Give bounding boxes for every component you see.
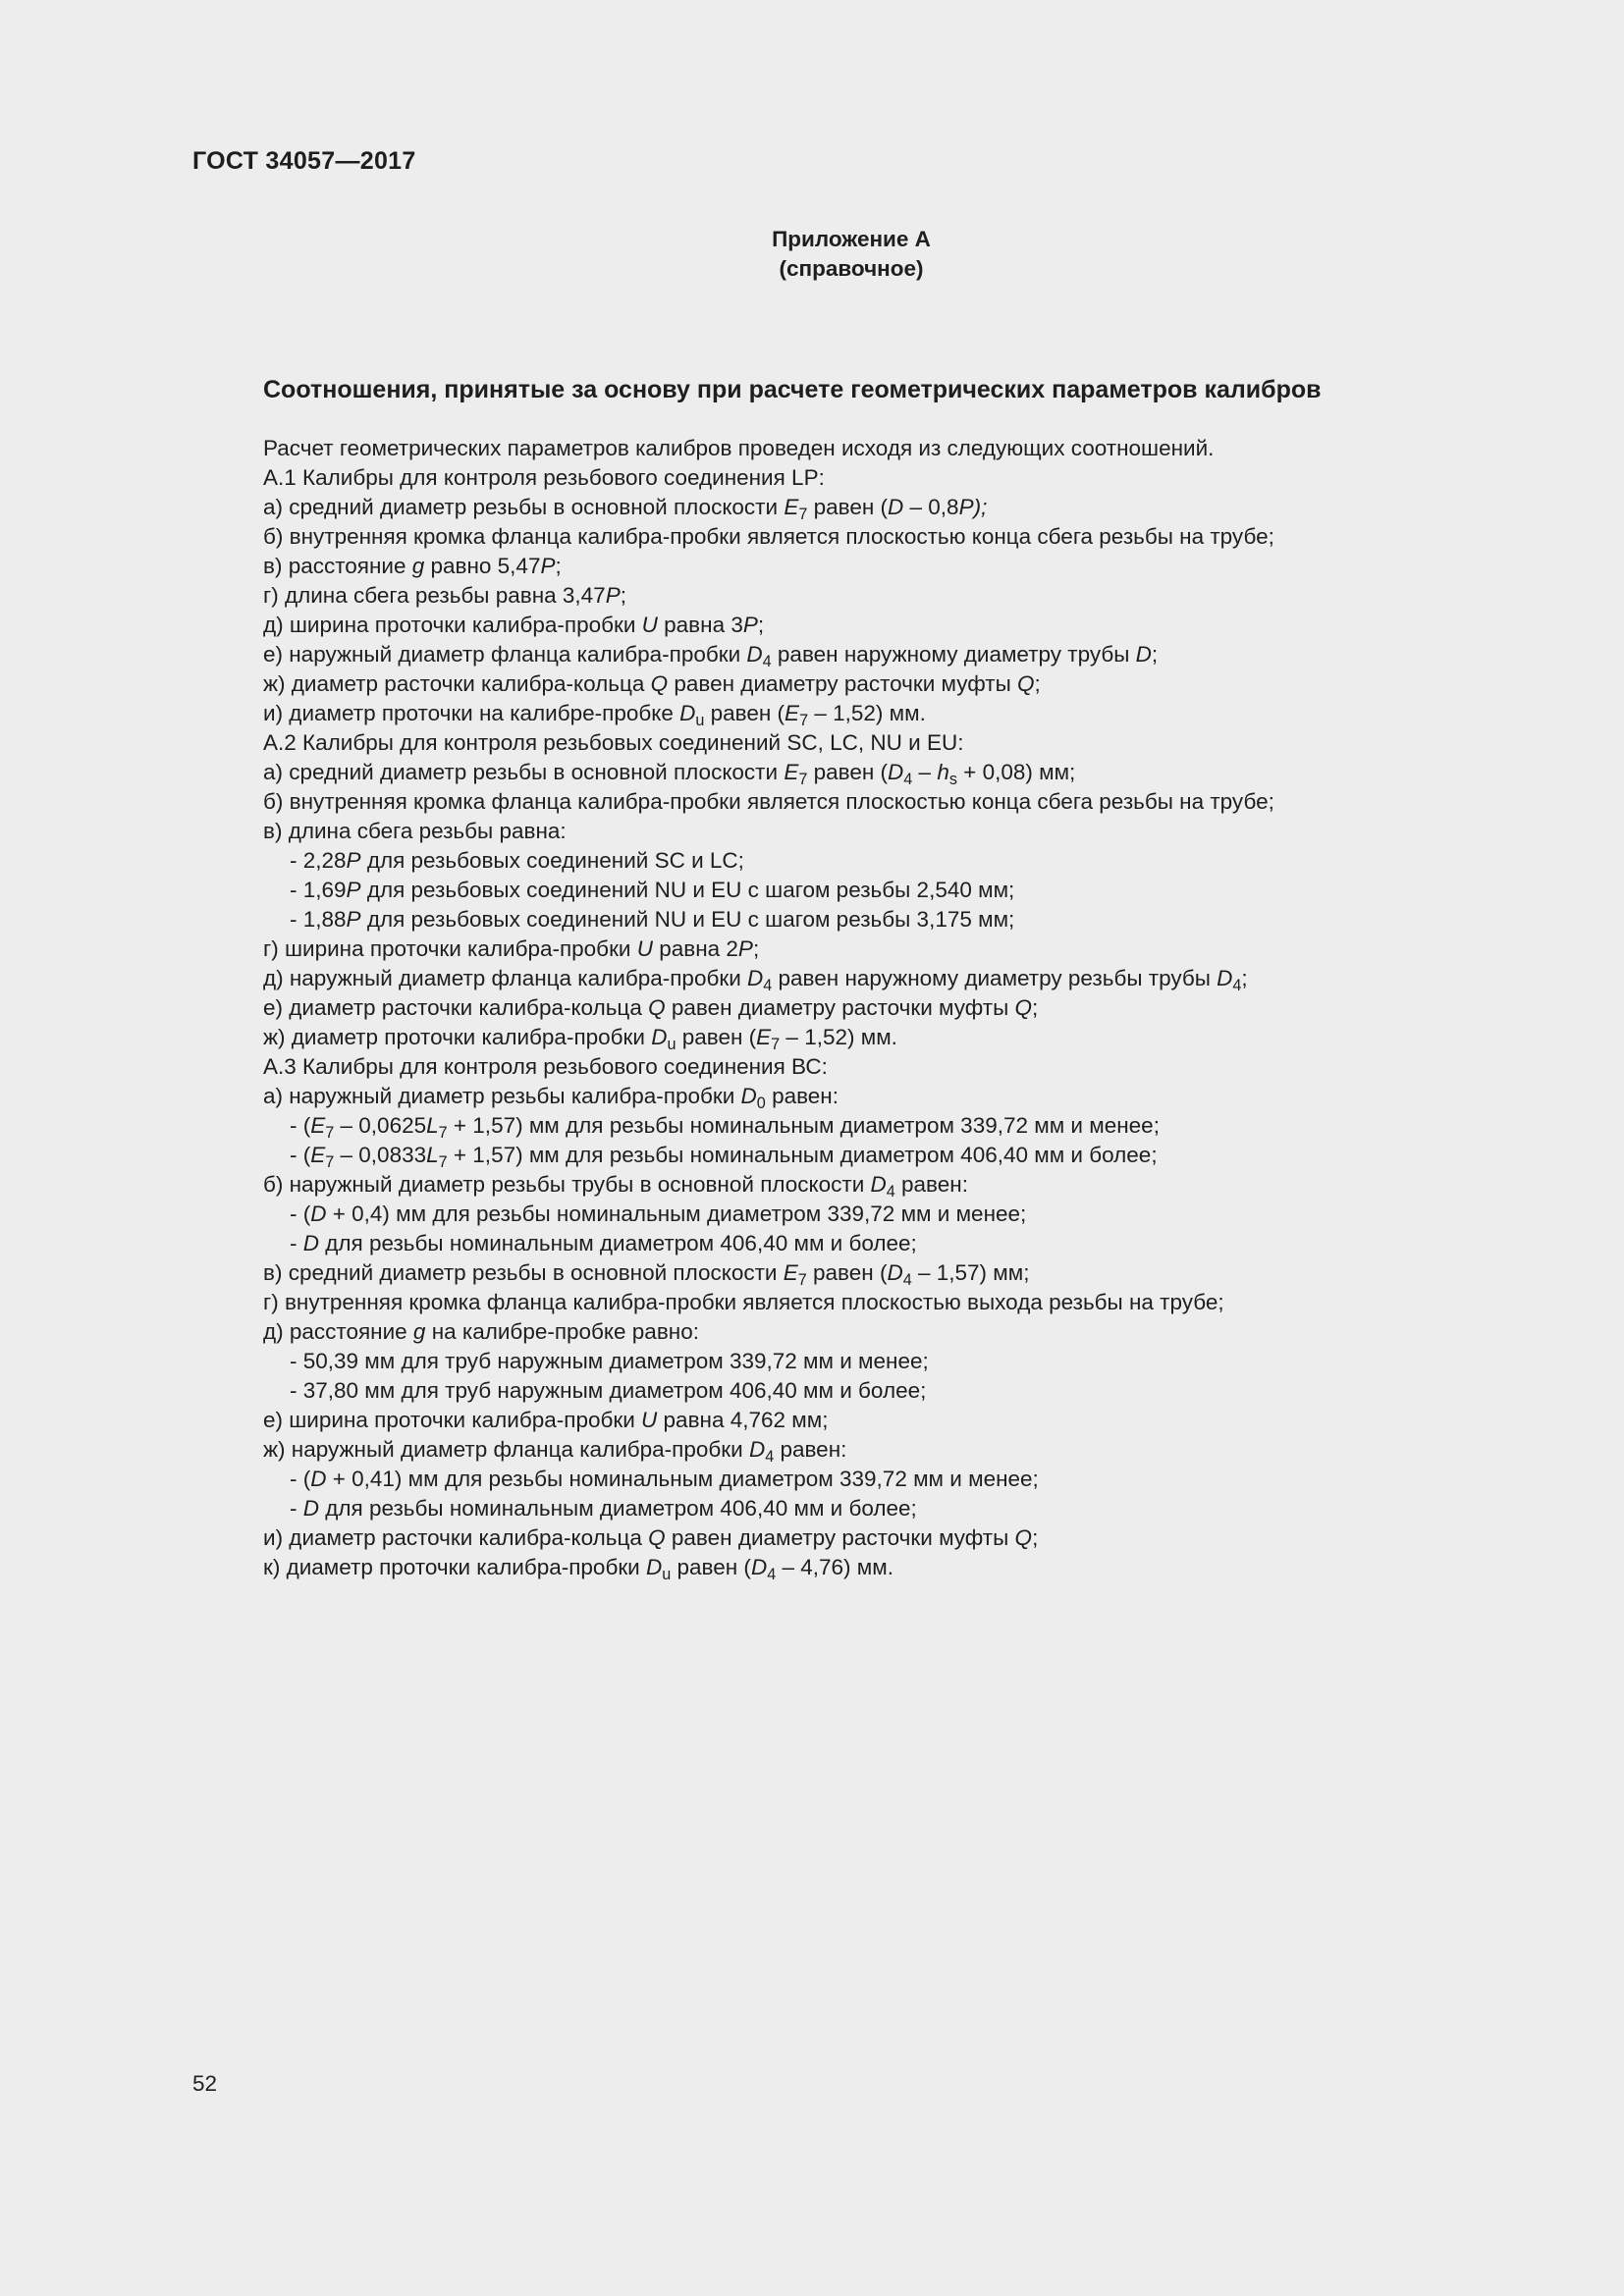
text-run: равна 4,762 мм; bbox=[657, 1408, 829, 1432]
text-run: равен ( bbox=[806, 1260, 888, 1285]
text-run: е) наружный диаметр фланца калибра-пробки bbox=[263, 642, 747, 667]
italic-symbol: D bbox=[679, 701, 696, 725]
italic-symbol: Q bbox=[1014, 1525, 1033, 1550]
italic-symbol: E bbox=[310, 1143, 326, 1167]
text-run: + 0,41) мм для резьбы номинальным диаметром 339,72 мм и менее; bbox=[326, 1467, 1039, 1491]
italic-symbol: P bbox=[346, 848, 361, 873]
text-run: а) наружный диаметр резьбы калибра-пробки bbox=[263, 1084, 741, 1108]
italic-symbol: Q bbox=[648, 1525, 666, 1550]
text-line bbox=[263, 1229, 1540, 1258]
text-line bbox=[263, 934, 1540, 964]
text-run: – bbox=[912, 760, 938, 784]
subscript: 7 bbox=[799, 711, 809, 729]
text-line bbox=[263, 1406, 1540, 1435]
italic-symbol: E bbox=[784, 495, 799, 519]
italic-symbol: U bbox=[641, 613, 658, 637]
text-line bbox=[263, 669, 1540, 699]
text-line bbox=[263, 817, 1540, 846]
subscript: 4 bbox=[903, 770, 913, 788]
text-run: - ( bbox=[290, 1143, 311, 1167]
text-line bbox=[263, 1553, 1540, 1582]
text-run: для резьбы номинальным диаметром 406,40 мм и более; bbox=[319, 1231, 917, 1255]
italic-symbol: D bbox=[747, 966, 764, 990]
text-line bbox=[263, 1523, 1540, 1553]
subscript: 4 bbox=[1232, 976, 1242, 994]
text-run: д) ширина проточки калибра-пробки bbox=[263, 613, 642, 637]
text-line bbox=[263, 1200, 1540, 1229]
italic-symbol: P bbox=[605, 583, 621, 608]
italic-symbol: D bbox=[888, 760, 904, 784]
text-run: г) длина сбега резьбы равна 3,47 bbox=[263, 583, 606, 608]
text-line bbox=[263, 728, 1540, 758]
appendix-title: Приложение А bbox=[772, 227, 931, 251]
italic-symbol: Q bbox=[1014, 995, 1033, 1020]
text-run: равен: bbox=[774, 1437, 847, 1462]
text-run: равна 2 bbox=[652, 936, 738, 961]
text-run: в) расстояние bbox=[263, 554, 412, 578]
text-line bbox=[263, 1052, 1540, 1082]
subscript: 7 bbox=[438, 1152, 448, 1171]
subscript: u bbox=[662, 1565, 672, 1583]
text-run: - ( bbox=[290, 1467, 311, 1491]
italic-symbol: D bbox=[310, 1467, 327, 1491]
text-run: - 50,39 мм для труб наружным диаметром 339,72 мм и менее; bbox=[290, 1349, 929, 1373]
text-line bbox=[263, 640, 1540, 669]
text-run: равна 3 bbox=[657, 613, 743, 637]
italic-symbol: g bbox=[412, 1319, 426, 1344]
italic-symbol: D bbox=[746, 642, 763, 667]
text-run: А.3 Калибры для контроля резьбового соединения ВС: bbox=[263, 1054, 828, 1079]
appendix-subtitle: (справочное) bbox=[779, 256, 924, 281]
text-run: в) средний диаметр резьбы в основной плоскости bbox=[263, 1260, 784, 1285]
subscript: 7 bbox=[797, 1270, 807, 1289]
italic-symbol: Q bbox=[650, 671, 669, 696]
text-line bbox=[263, 699, 1540, 728]
text-run: – 4,76) мм. bbox=[776, 1555, 893, 1579]
text-run: равен ( bbox=[704, 701, 785, 725]
text-run: - 1,88 bbox=[290, 907, 347, 932]
text-line bbox=[263, 964, 1540, 993]
italic-symbol: D bbox=[748, 1437, 766, 1462]
text-run: равен: bbox=[894, 1172, 968, 1197]
text-run: - bbox=[290, 1496, 303, 1521]
italic-symbol: L bbox=[426, 1143, 439, 1167]
text-run: равно 5,47 bbox=[424, 554, 541, 578]
subscript: 7 bbox=[771, 1035, 781, 1053]
subscript: 7 bbox=[325, 1152, 335, 1171]
text-line bbox=[263, 1170, 1540, 1200]
text-run: ; bbox=[1032, 995, 1039, 1020]
italic-symbol: D bbox=[870, 1172, 887, 1197]
italic-symbol: Q bbox=[648, 995, 666, 1020]
italic-symbol: P bbox=[540, 554, 556, 578]
text-line bbox=[263, 522, 1540, 552]
text-run: ж) диаметр расточки калибра-кольца bbox=[263, 671, 651, 696]
italic-symbol: E bbox=[783, 1260, 798, 1285]
subscript: 4 bbox=[886, 1182, 895, 1201]
italic-symbol: D bbox=[1135, 642, 1152, 667]
text-run: б) внутренняя кромка фланца калибра-пробки является плоскостью конца сбега резьбы на трубе; bbox=[263, 524, 1274, 549]
text-run: е) диаметр расточки калибра-кольца bbox=[263, 995, 649, 1020]
italic-symbol: D bbox=[1217, 966, 1233, 990]
text-run: А.1 Калибры для контроля резьбового соединения LP: bbox=[263, 465, 825, 490]
text-run: – 1,52) мм. bbox=[808, 701, 926, 725]
italic-symbol: P bbox=[346, 907, 361, 932]
text-run: ж) наружный диаметр фланца калибра-пробки bbox=[263, 1437, 749, 1462]
italic-symbol: D bbox=[302, 1231, 319, 1255]
text-line bbox=[263, 1288, 1540, 1317]
subscript: u bbox=[695, 711, 705, 729]
italic-symbol: P); bbox=[958, 495, 988, 519]
text-line bbox=[263, 1258, 1540, 1288]
text-run: ж) диаметр проточки калибра-пробки bbox=[263, 1025, 652, 1049]
text-run: в) длина сбега резьбы равна: bbox=[263, 819, 567, 843]
subscript: 7 bbox=[438, 1123, 448, 1142]
text-run: А.2 Калибры для контроля резьбовых соединений SC, LC, NU и EU: bbox=[263, 730, 964, 755]
text-line bbox=[263, 905, 1540, 934]
text-run: и) диаметр расточки калибра-кольца bbox=[263, 1525, 649, 1550]
italic-symbol: g bbox=[411, 554, 425, 578]
text-line bbox=[263, 1023, 1540, 1052]
text-run: д) наружный диаметр фланца калибра-пробки bbox=[263, 966, 748, 990]
text-line bbox=[263, 876, 1540, 905]
text-line bbox=[263, 1435, 1540, 1465]
text-line bbox=[263, 581, 1540, 611]
text-run: равен наружному диаметру резьбы трубы bbox=[772, 966, 1218, 990]
italic-symbol: D bbox=[740, 1084, 757, 1108]
text-run: - bbox=[290, 1231, 303, 1255]
body-text bbox=[263, 434, 1540, 1582]
document-header: ГОСТ 34057—2017 bbox=[192, 147, 416, 175]
appendix-heading bbox=[0, 225, 1624, 284]
text-run: – 1,57) мм; bbox=[911, 1260, 1030, 1285]
subscript: 4 bbox=[902, 1270, 912, 1289]
text-run: для резьбовых соединений SC и LC; bbox=[360, 848, 744, 873]
text-run: равен ( bbox=[807, 495, 889, 519]
text-line bbox=[263, 493, 1540, 522]
text-line bbox=[263, 1465, 1540, 1494]
text-run: равен диаметру расточки муфты bbox=[665, 1525, 1015, 1550]
text-line bbox=[263, 611, 1540, 640]
italic-symbol: U bbox=[641, 1408, 658, 1432]
text-run: равен ( bbox=[807, 760, 889, 784]
text-run: – 0,8 bbox=[903, 495, 959, 519]
text-run: для резьбы номинальным диаметром 406,40 мм и более; bbox=[319, 1496, 917, 1521]
text-line bbox=[263, 552, 1540, 581]
text-run: на калибре-пробке равно: bbox=[425, 1319, 699, 1344]
text-run: - 1,69 bbox=[290, 878, 347, 902]
text-line bbox=[263, 787, 1540, 817]
italic-symbol: E bbox=[785, 701, 800, 725]
text-run: + 0,4) мм для резьбы номинальным диаметром 339,72 мм и менее; bbox=[326, 1201, 1027, 1226]
subscript: 4 bbox=[762, 652, 772, 670]
text-line bbox=[263, 1317, 1540, 1347]
italic-symbol: D bbox=[302, 1496, 319, 1521]
text-run: д) расстояние bbox=[263, 1319, 413, 1344]
text-run: г) внутренняя кромка фланца калибра-пробки является плоскостью выхода резьбы на трубе; bbox=[263, 1290, 1224, 1314]
text-run: ; bbox=[752, 936, 760, 961]
italic-symbol: D bbox=[888, 495, 904, 519]
italic-symbol: D bbox=[651, 1025, 668, 1049]
text-line bbox=[263, 463, 1540, 493]
page-number: 52 bbox=[192, 2071, 218, 2096]
text-line bbox=[263, 993, 1540, 1023]
text-line bbox=[263, 1376, 1540, 1406]
text-run: для резьбовых соединений NU и EU с шагом резьбы 3,175 мм; bbox=[360, 907, 1015, 932]
text-run: ; bbox=[1034, 671, 1041, 696]
text-run: г) ширина проточки калибра-пробки bbox=[263, 936, 637, 961]
subscript: 7 bbox=[798, 505, 808, 523]
text-run: ; bbox=[555, 554, 562, 578]
text-line bbox=[263, 1082, 1540, 1111]
text-line bbox=[263, 1141, 1540, 1170]
text-run: ; bbox=[620, 583, 626, 608]
text-run: ; bbox=[1151, 642, 1159, 667]
text-run: - ( bbox=[290, 1201, 311, 1226]
text-run: – 1,52) мм. bbox=[780, 1025, 897, 1049]
text-run: – 0,0833 bbox=[334, 1143, 427, 1167]
text-line bbox=[263, 434, 1540, 463]
italic-symbol: D bbox=[310, 1201, 327, 1226]
text-run: ; bbox=[1241, 966, 1248, 990]
text-run: ; bbox=[757, 613, 765, 637]
italic-symbol: U bbox=[636, 936, 653, 961]
text-run: равен: bbox=[765, 1084, 839, 1108]
italic-symbol: E bbox=[784, 760, 799, 784]
subscript: 4 bbox=[767, 1565, 777, 1583]
subscript: 4 bbox=[765, 1447, 775, 1466]
section-title: Соотношения, принятые за основу при расчете геометрических параметров калибров bbox=[263, 376, 1322, 403]
text-run: б) наружный диаметр резьбы трубы в основной плоскости bbox=[263, 1172, 871, 1197]
text-run: – 0,0625 bbox=[334, 1113, 427, 1138]
text-run: - 2,28 bbox=[290, 848, 347, 873]
text-run: + 1,57) мм для резьбы номинальным диаметром 339,72 мм и менее; bbox=[447, 1113, 1160, 1138]
text-run: ; bbox=[1032, 1525, 1039, 1550]
text-line bbox=[263, 1494, 1540, 1523]
text-run: равен ( bbox=[676, 1025, 757, 1049]
text-run: равен диаметру расточки муфты bbox=[668, 671, 1018, 696]
text-run: равен ( bbox=[671, 1555, 751, 1579]
text-run: равен диаметру расточки муфты bbox=[665, 995, 1015, 1020]
text-run: + 0,08) мм; bbox=[956, 760, 1076, 784]
text-run: б) внутренняя кромка фланца калибра-пробки является плоскостью конца сбега резьбы на трубе; bbox=[263, 789, 1274, 814]
italic-symbol: D bbox=[887, 1260, 903, 1285]
italic-symbol: E bbox=[310, 1113, 326, 1138]
italic-symbol: Q bbox=[1017, 671, 1035, 696]
text-line bbox=[263, 758, 1540, 787]
text-run: а) средний диаметр резьбы в основной плоскости bbox=[263, 760, 785, 784]
subscript: 7 bbox=[798, 770, 808, 788]
text-line bbox=[263, 1111, 1540, 1141]
subscript: 0 bbox=[756, 1094, 766, 1112]
italic-symbol: E bbox=[756, 1025, 772, 1049]
text-run: для резьбовых соединений NU и EU с шагом резьбы 2,540 мм; bbox=[360, 878, 1015, 902]
subscript: s bbox=[948, 770, 957, 788]
subscript: u bbox=[667, 1035, 677, 1053]
italic-symbol: L bbox=[426, 1113, 439, 1138]
italic-symbol: P bbox=[346, 878, 361, 902]
italic-symbol: h bbox=[937, 760, 949, 784]
text-run: а) средний диаметр резьбы в основной плоскости bbox=[263, 495, 785, 519]
text-run: равен наружному диаметру трубы bbox=[771, 642, 1136, 667]
text-run: е) ширина проточки калибра-пробки bbox=[263, 1408, 642, 1432]
text-run: - ( bbox=[290, 1113, 311, 1138]
text-run: к) диаметр проточки калибра-пробки bbox=[263, 1555, 646, 1579]
subscript: 7 bbox=[325, 1123, 335, 1142]
text-run: + 1,57) мм для резьбы номинальным диаметром 406,40 мм и более; bbox=[447, 1143, 1158, 1167]
text-run: Расчет геометрических параметров калибров проведен исходя из следующих соотношений. bbox=[263, 436, 1215, 460]
text-run: и) диаметр проточки на калибре-пробке bbox=[263, 701, 680, 725]
italic-symbol: P bbox=[737, 936, 753, 961]
italic-symbol: D bbox=[750, 1555, 768, 1579]
italic-symbol: P bbox=[742, 613, 758, 637]
italic-symbol: D bbox=[646, 1555, 663, 1579]
text-line bbox=[263, 846, 1540, 876]
text-run: - 37,80 мм для труб наружным диаметром 406,40 мм и более; bbox=[290, 1378, 927, 1403]
subscript: 4 bbox=[763, 976, 773, 994]
text-line bbox=[263, 1347, 1540, 1376]
